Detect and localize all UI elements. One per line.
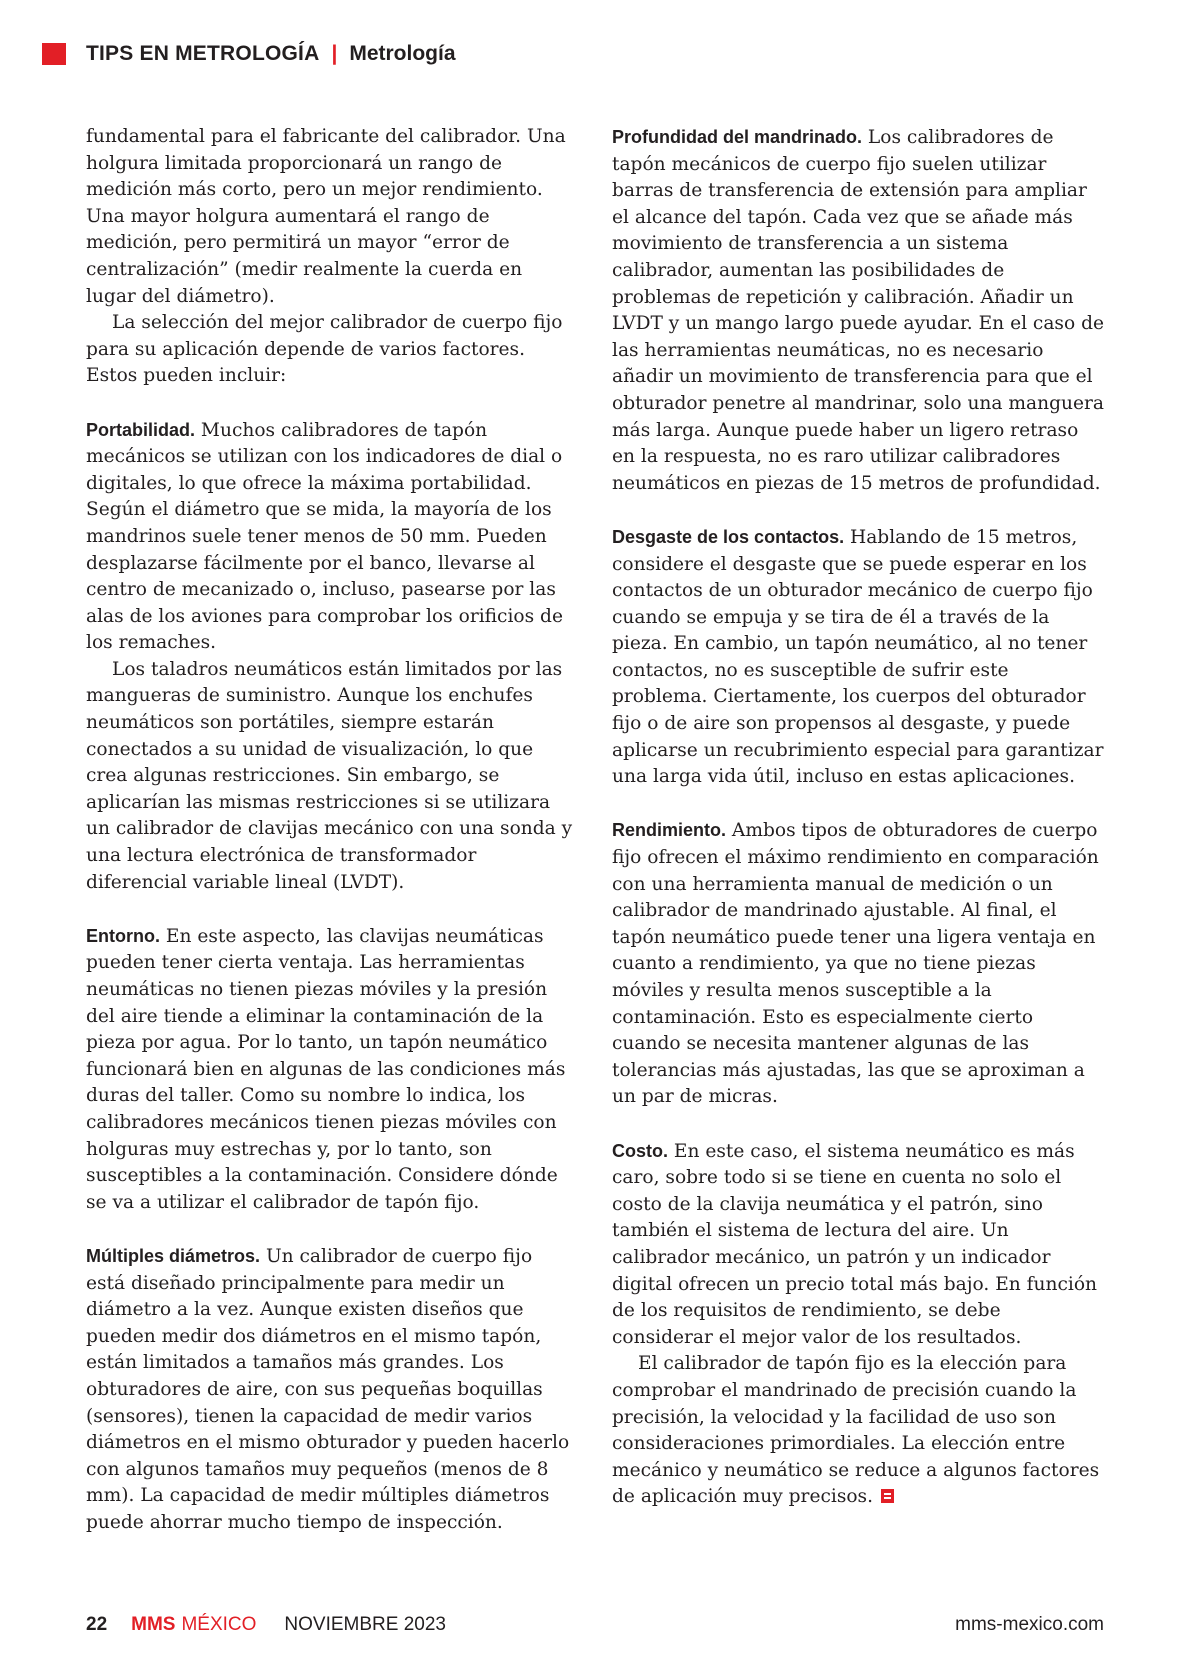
brand-mms: MMS xyxy=(131,1614,176,1635)
paragraph-taladros: Los taladros neumáticos están limitados por las mangueras de suministro. Aunque los enchufes neumáticos son portátiles, siempre estarán conectados a su unidad de visualización, lo que crea algunas restricciones. Sin embargo, se aplicarían las mismas restricciones si se utilizara un calibrador de clavijas mecánico con una sonda y una lectura electrónica de transformador diferencial variable lineal (LVDT). xyxy=(86,658,573,893)
heading-desgaste: Desgaste de los contactos. xyxy=(612,526,845,547)
paragraph-entorno xyxy=(86,923,576,1217)
paragraph-rendimiento xyxy=(612,817,1104,1111)
heading-profundidad: Profundidad del mandrinado. xyxy=(612,127,863,147)
text-rendimiento: Ambos tipos de obturadores de cuerpo fijo ofrecen el máximo rendimiento en comparación con una herramienta manual de medición o un calibrador de mandrinado ajustable. Al final, el tapón neumático puede tener una ligera ventaja en cuanto a rendimiento, ya que no tiene piezas móviles y resulta menos susceptible a la contaminación. Esto es especialmente cierto cuando se necesita mantener algunas de las tolerancias más ajustadas, las que se aproximan a un par de micras. xyxy=(612,820,1099,1108)
paragraph-multiples xyxy=(86,1243,576,1537)
brand-mexico: MÉXICO xyxy=(181,1614,257,1635)
website-url: mms-mexico.com xyxy=(955,1614,1104,1635)
red-square-icon xyxy=(42,43,66,65)
left-column xyxy=(86,124,576,1536)
heading-portabilidad: Portabilidad. xyxy=(86,419,196,440)
right-column xyxy=(612,124,1104,1511)
text-portabilidad: Muchos calibradores de tapón mecánicos se utilizan con los indicadores de dial o digitales, lo que ofrece la máxima portabilidad. Según el diámetro que se mida, la mayoría de los mandrinos suele tener menos de 50 mm. Pueden desplazarse fácilmente por el banco, llevarse al centro de mecanizado o, incluso, pasearse por las alas de los aviones para comprobar los orificios de los remaches. xyxy=(86,419,563,654)
section-title: TIPS EN METROLOGÍA xyxy=(86,42,320,65)
paragraph-costo xyxy=(612,1138,1104,1352)
heading-rendimiento: Rendimiento. xyxy=(612,820,727,841)
issue-date: NOVIEMBRE 2023 xyxy=(284,1614,446,1635)
page-footer xyxy=(86,1610,1104,1640)
text-costo: En este caso, el sistema neumático es más caro, sobre todo si se tiene en cuenta no solo el costo de la clavija neumática y el patrón, sino también el sistema de lectura del aire. Un calibrador mecánico, un patrón y un indicador digital ofrecen un precio total más bajo. En función de los requisitos de rendimiento, se debe considerar el mejor valor de los resultados. xyxy=(612,1140,1098,1348)
paragraph-profundidad xyxy=(612,124,1104,497)
paragraph-seleccion: La selección del mejor calibrador de cuerpo fijo para su aplicación depende de varios factores. Estos pueden incluir: xyxy=(86,312,563,387)
header-separator: | xyxy=(331,42,338,65)
paragraph-portabilidad xyxy=(86,417,576,657)
paragraph-closing xyxy=(612,1351,1104,1511)
category-label: Metrología xyxy=(349,42,456,65)
text-desgaste: Hablando de 15 metros, considere el desgaste que se puede esperar en los contactos de un obturador mecánico de cuerpo fijo cuando se empuja y se tira de él a través de la pieza. En cambio, un tapón neumático, al no tener contactos, no es susceptible de sufrir este problema. Ciertamente, los cuerpos del obturador fijo o de aire son propensos al desgaste, y puede aplicarse un recubrimiento especial para garantizar una larga vida útil, incluso en estas aplicaciones. xyxy=(612,526,1104,788)
paragraph-desgaste xyxy=(612,524,1104,791)
page-header xyxy=(42,38,456,70)
paragraph-holgura: fundamental para el fabricante del calibrador. Una holgura limitada proporcionará un rango de medición más corto, pero un mejor rendimiento. Una mayor holgura aumentará el rango de medición, pero permitirá un mayor “error de centralización” (medir realmente la cuerda en lugar del diámetro). xyxy=(86,126,566,307)
text-profundidad: Los calibradores de tapón mecánicos de cuerpo fijo suelen utilizar barras de transferencia de extensión para ampliar el alcance del tapón. Cada vez que se añade más movimiento de transferencia a un sistema calibrador, aumentan las posibilidades de problemas de repetición y calibración. Añadir un LVDT y un mango largo puede ayudar. En el caso de las herramientas neumáticas, no es necesario añadir un movimiento de transferencia para que el obturador penetre al mandrinar, solo una manguera más larga. Aunque puede haber un ligero retraso en la respuesta, no es raro utilizar calibradores neumáticos en piezas de 15 metros de profundidad. xyxy=(612,127,1104,494)
heading-entorno: Entorno. xyxy=(86,925,160,946)
text-closing: El calibrador de tapón fijo es la elección para comprobar el mandrinado de precisión cuando la precisión, la velocidad y la facilidad de uso son consideraciones primordiales. La elección entre mecánico y neumático se reduce a algunos factores de aplicación muy precisos. xyxy=(612,1353,1100,1508)
heading-costo: Costo. xyxy=(612,1140,668,1161)
page-number: 22 xyxy=(86,1614,108,1635)
text-entorno: En este aspecto, las clavijas neumáticas pueden tener cierta ventaja. Las herramientas neumáticas no tienen piezas móviles y la presión del aire tiende a eliminar la contaminación de la pieza por agua. Por lo tanto, un tapón neumático funcionará bien en algunas de las condiciones más duras del taller. Como su nombre lo indica, los calibradores mecánicos tienen piezas móviles con holguras muy estrechas y, por lo tanto, son susceptibles a la contaminación. Considere dónde se va a utilizar el calibrador de tapón fijo. xyxy=(86,925,566,1213)
text-multiples: Un calibrador de cuerpo fijo está diseñado principalmente para medir un diámetro a la vez. Aunque existen diseños que pueden medir dos diámetros en el mismo tapón, están limitados a tamaños más grandes. Los obturadores de aire, con sus pequeñas boquillas (sensores), tienen la capacidad de medir varios diámetros en el mismo obturador y pueden hacerlo con algunos tamaños muy pequeños (menos de 8 mm). La capacidad de medir múltiples diámetros puede ahorrar mucho tiempo de inspección. xyxy=(86,1245,570,1533)
end-of-article-icon xyxy=(881,1489,894,1503)
heading-multiples: Múltiples diámetros. xyxy=(86,1245,261,1266)
